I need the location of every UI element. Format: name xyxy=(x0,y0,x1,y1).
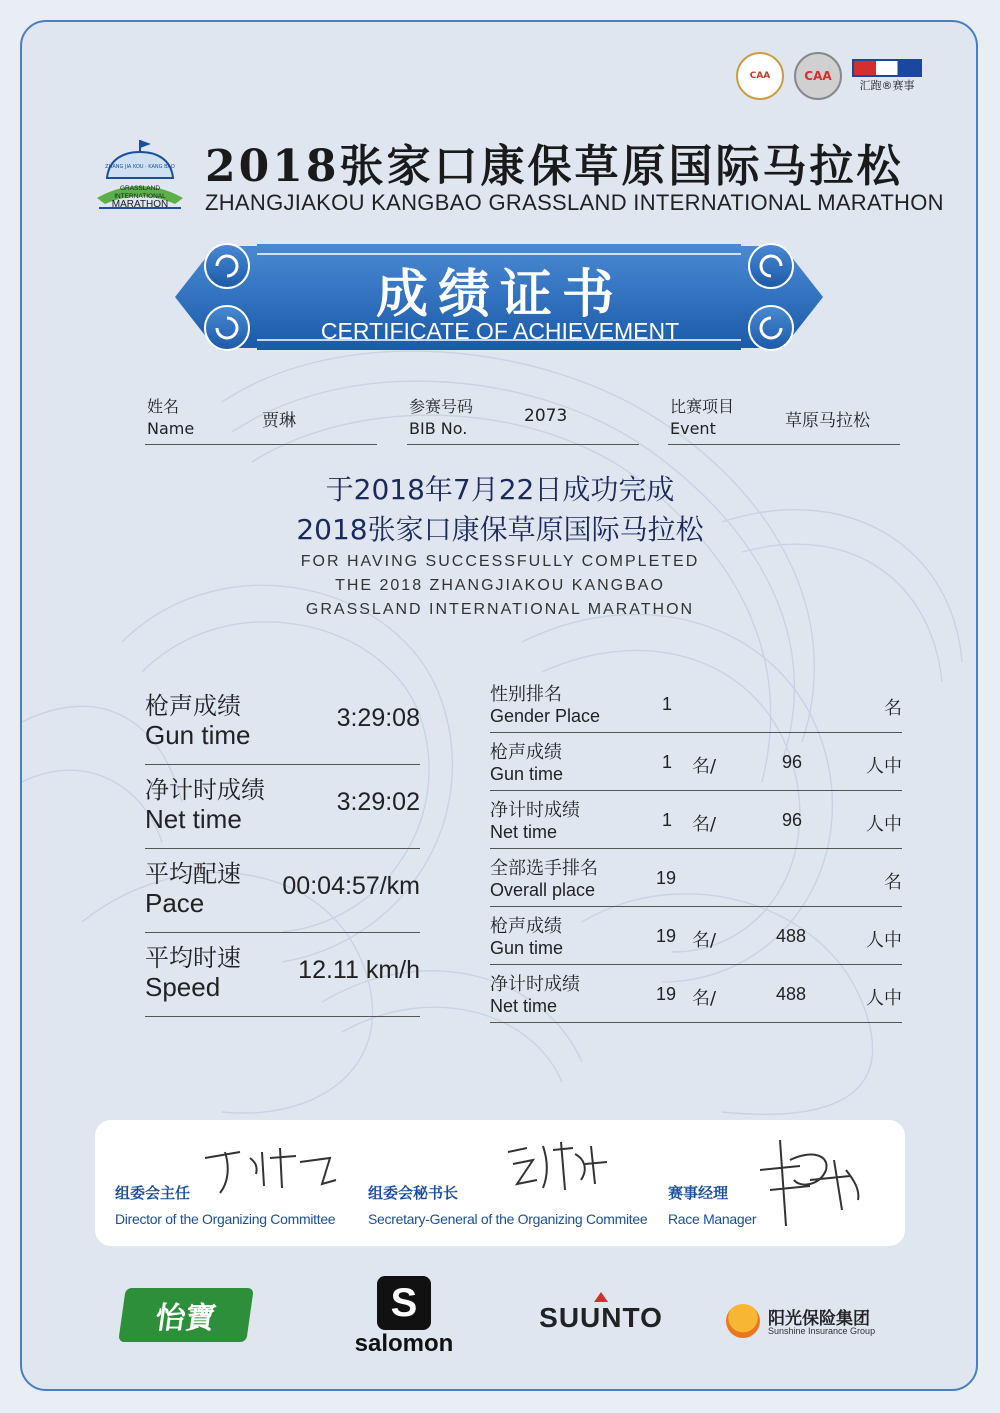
net-time-row xyxy=(145,770,420,849)
net-time-label-cn: 净计时成绩 xyxy=(145,776,265,804)
sponsor-salomon-text: salomon xyxy=(354,1330,454,1357)
ranking-total: 488 xyxy=(776,984,807,1004)
pace-value: 00:04:57/km xyxy=(282,872,420,900)
race-manager-title-en: Race Manager xyxy=(668,1211,757,1227)
race-manager-signature xyxy=(750,1130,865,1230)
net-time-value: 3:29:02 xyxy=(336,788,420,816)
ranking-label-en: Overall place xyxy=(490,880,596,900)
ranking-unit: 人中 xyxy=(866,814,902,835)
sponsor-sunshine-en: Sunshine Insurance Group xyxy=(768,1326,876,1336)
ranking-unit: 人中 xyxy=(866,756,902,777)
ranking-total: 96 xyxy=(782,810,803,830)
signature-panel xyxy=(95,1120,905,1246)
ranking-label-cn: 净计时成绩 xyxy=(490,974,580,995)
ranking-rank: 19 xyxy=(656,926,677,946)
race-manager-title-cn: 赛事经理 xyxy=(668,1184,729,1202)
ranking-label-cn: 净计时成绩 xyxy=(490,800,580,821)
ranking-of-unit: 名/ xyxy=(692,756,717,777)
ranking-of-unit: 名/ xyxy=(692,988,717,1009)
completion-line2-cn: 2018张家口康保草原国际马拉松 xyxy=(296,513,704,546)
completion-line3-en: GRASSLAND INTERNATIONAL MARATHON xyxy=(305,601,695,618)
name-label: 姓名 Name xyxy=(147,397,195,438)
sponsor-suunto-text: SUUNTO xyxy=(539,1302,663,1333)
ranking-label-en: Gun time xyxy=(490,938,564,958)
pace-row xyxy=(145,854,420,933)
speed-label-cn: 平均时速 xyxy=(145,944,241,972)
name-field xyxy=(145,396,377,445)
huipao-flag-icon xyxy=(852,59,922,77)
marathon-logo-line3: INTERNATIONAL xyxy=(114,193,166,200)
ranking-unit: 人中 xyxy=(866,988,902,1009)
ranking-rank: 1 xyxy=(662,694,673,714)
certificate-title-en: CERTIFICATE OF ACHIEVEMENT xyxy=(320,318,680,344)
ranking-label-cn: 全部选手排名 xyxy=(490,858,598,879)
ranking-label-en: Gender Place xyxy=(490,706,601,726)
ranking-unit: 名 xyxy=(884,872,902,893)
caa-label-badge: CAA xyxy=(794,52,842,100)
ranking-unit: 人中 xyxy=(866,930,902,951)
ranking-row xyxy=(490,854,902,907)
ranking-label-en: Net time xyxy=(490,996,558,1016)
gun-time-row xyxy=(145,686,420,765)
marathon-logo-line4: MARATHON xyxy=(111,199,169,210)
salomon-s-icon: S xyxy=(377,1276,431,1330)
huipao-logo xyxy=(852,59,922,93)
ranking-row xyxy=(490,680,902,733)
marathon-logo xyxy=(95,138,185,216)
gun-time-value: 3:29:08 xyxy=(336,704,420,732)
race-manager-signature-block xyxy=(668,1182,756,1227)
sponsor-sunshine-cn: 阳光保险集团 xyxy=(768,1309,870,1329)
completion-line1-cn: 于2018年7月22日成功完成 xyxy=(325,473,675,506)
ranking-unit: 名 xyxy=(884,698,902,719)
suunto-triangle-icon xyxy=(594,1292,608,1302)
ranking-rank: 1 xyxy=(662,810,673,830)
event-title-en: ZHANGJIAKOU KANGBAO GRASSLAND INTERNATIONAL MARATHON xyxy=(205,190,944,215)
ranking-of-unit: 名/ xyxy=(692,814,717,835)
event-title-cn: 2018张家口康保草原国际马拉松 xyxy=(205,141,904,192)
event-name: 草原马拉松 xyxy=(785,411,870,431)
ranking-row xyxy=(490,912,902,965)
event-field xyxy=(668,396,900,445)
chinese-athletic-association-badge: CAA xyxy=(736,52,784,100)
ranking-total: 96 xyxy=(782,752,803,772)
secretary-title-en: Secretary-General of the Organizing Commitee xyxy=(368,1211,648,1227)
sponsor-yibao-logo xyxy=(118,1288,254,1342)
partner-logos xyxy=(736,52,922,100)
gun-time-label-en: Gun time xyxy=(145,720,251,750)
ranking-row xyxy=(490,970,902,1023)
ranking-row xyxy=(490,738,902,791)
bib-label: 参赛号码 BIB No. xyxy=(409,397,474,438)
completion-line2-en: THE 2018 ZHANGJIAKOU KANGBAO xyxy=(335,577,665,594)
ranking-label-cn: 性别排名 xyxy=(490,684,562,705)
ranking-row xyxy=(490,796,902,849)
certificate-title-cn: 成绩证书 xyxy=(375,264,624,325)
ranking-label-cn: 枪声成绩 xyxy=(490,916,562,937)
marathon-logo-line2: GRASSLAND xyxy=(119,185,161,192)
director-signature xyxy=(200,1138,340,1198)
pace-label-en: Pace xyxy=(145,888,205,918)
ranking-total: 488 xyxy=(776,926,807,946)
ranking-label-cn: 枪声成绩 xyxy=(490,742,562,763)
sunshine-sun-icon xyxy=(726,1304,760,1338)
speed-label-en: Speed xyxy=(145,972,221,1002)
marathon-logo-line1: ZHANG JIA KOU · KANG BAO xyxy=(105,164,175,170)
gun-time-label-cn: 枪声成绩 xyxy=(145,692,241,720)
director-title-cn: 组委会主任 xyxy=(115,1184,191,1202)
ranking-label-en: Gun time xyxy=(490,764,564,784)
ranking-of-unit: 名/ xyxy=(692,930,717,951)
runner-name: 贾琳 xyxy=(262,411,296,431)
sponsor-yibao-text: 怡寶 xyxy=(153,1301,218,1336)
ranking-rank: 19 xyxy=(656,984,677,1004)
pace-label-cn: 平均配速 xyxy=(145,860,241,888)
secretary-signature xyxy=(503,1134,613,1196)
sponsor-salomon-logo xyxy=(344,1276,464,1358)
completion-line1-en: FOR HAVING SUCCESSFULLY COMPLETED xyxy=(300,553,700,570)
huipao-logo-text: 汇跑®赛事 xyxy=(859,79,915,92)
secretary-title-cn: 组委会秘书长 xyxy=(368,1184,459,1202)
sponsor-suunto-logo xyxy=(535,1292,667,1334)
ranking-rank: 1 xyxy=(662,752,673,772)
director-title-en: Director of the Organizing Committee xyxy=(115,1211,336,1227)
speed-row xyxy=(145,938,420,1017)
event-label: 比赛项目 Event xyxy=(670,397,735,438)
net-time-label-en: Net time xyxy=(145,804,242,834)
ranking-rank: 19 xyxy=(656,868,677,888)
ranking-label-en: Net time xyxy=(490,822,558,842)
speed-value: 12.11 km/h xyxy=(298,956,420,984)
bib-field xyxy=(407,396,639,445)
bib-number: 2073 xyxy=(524,406,568,426)
